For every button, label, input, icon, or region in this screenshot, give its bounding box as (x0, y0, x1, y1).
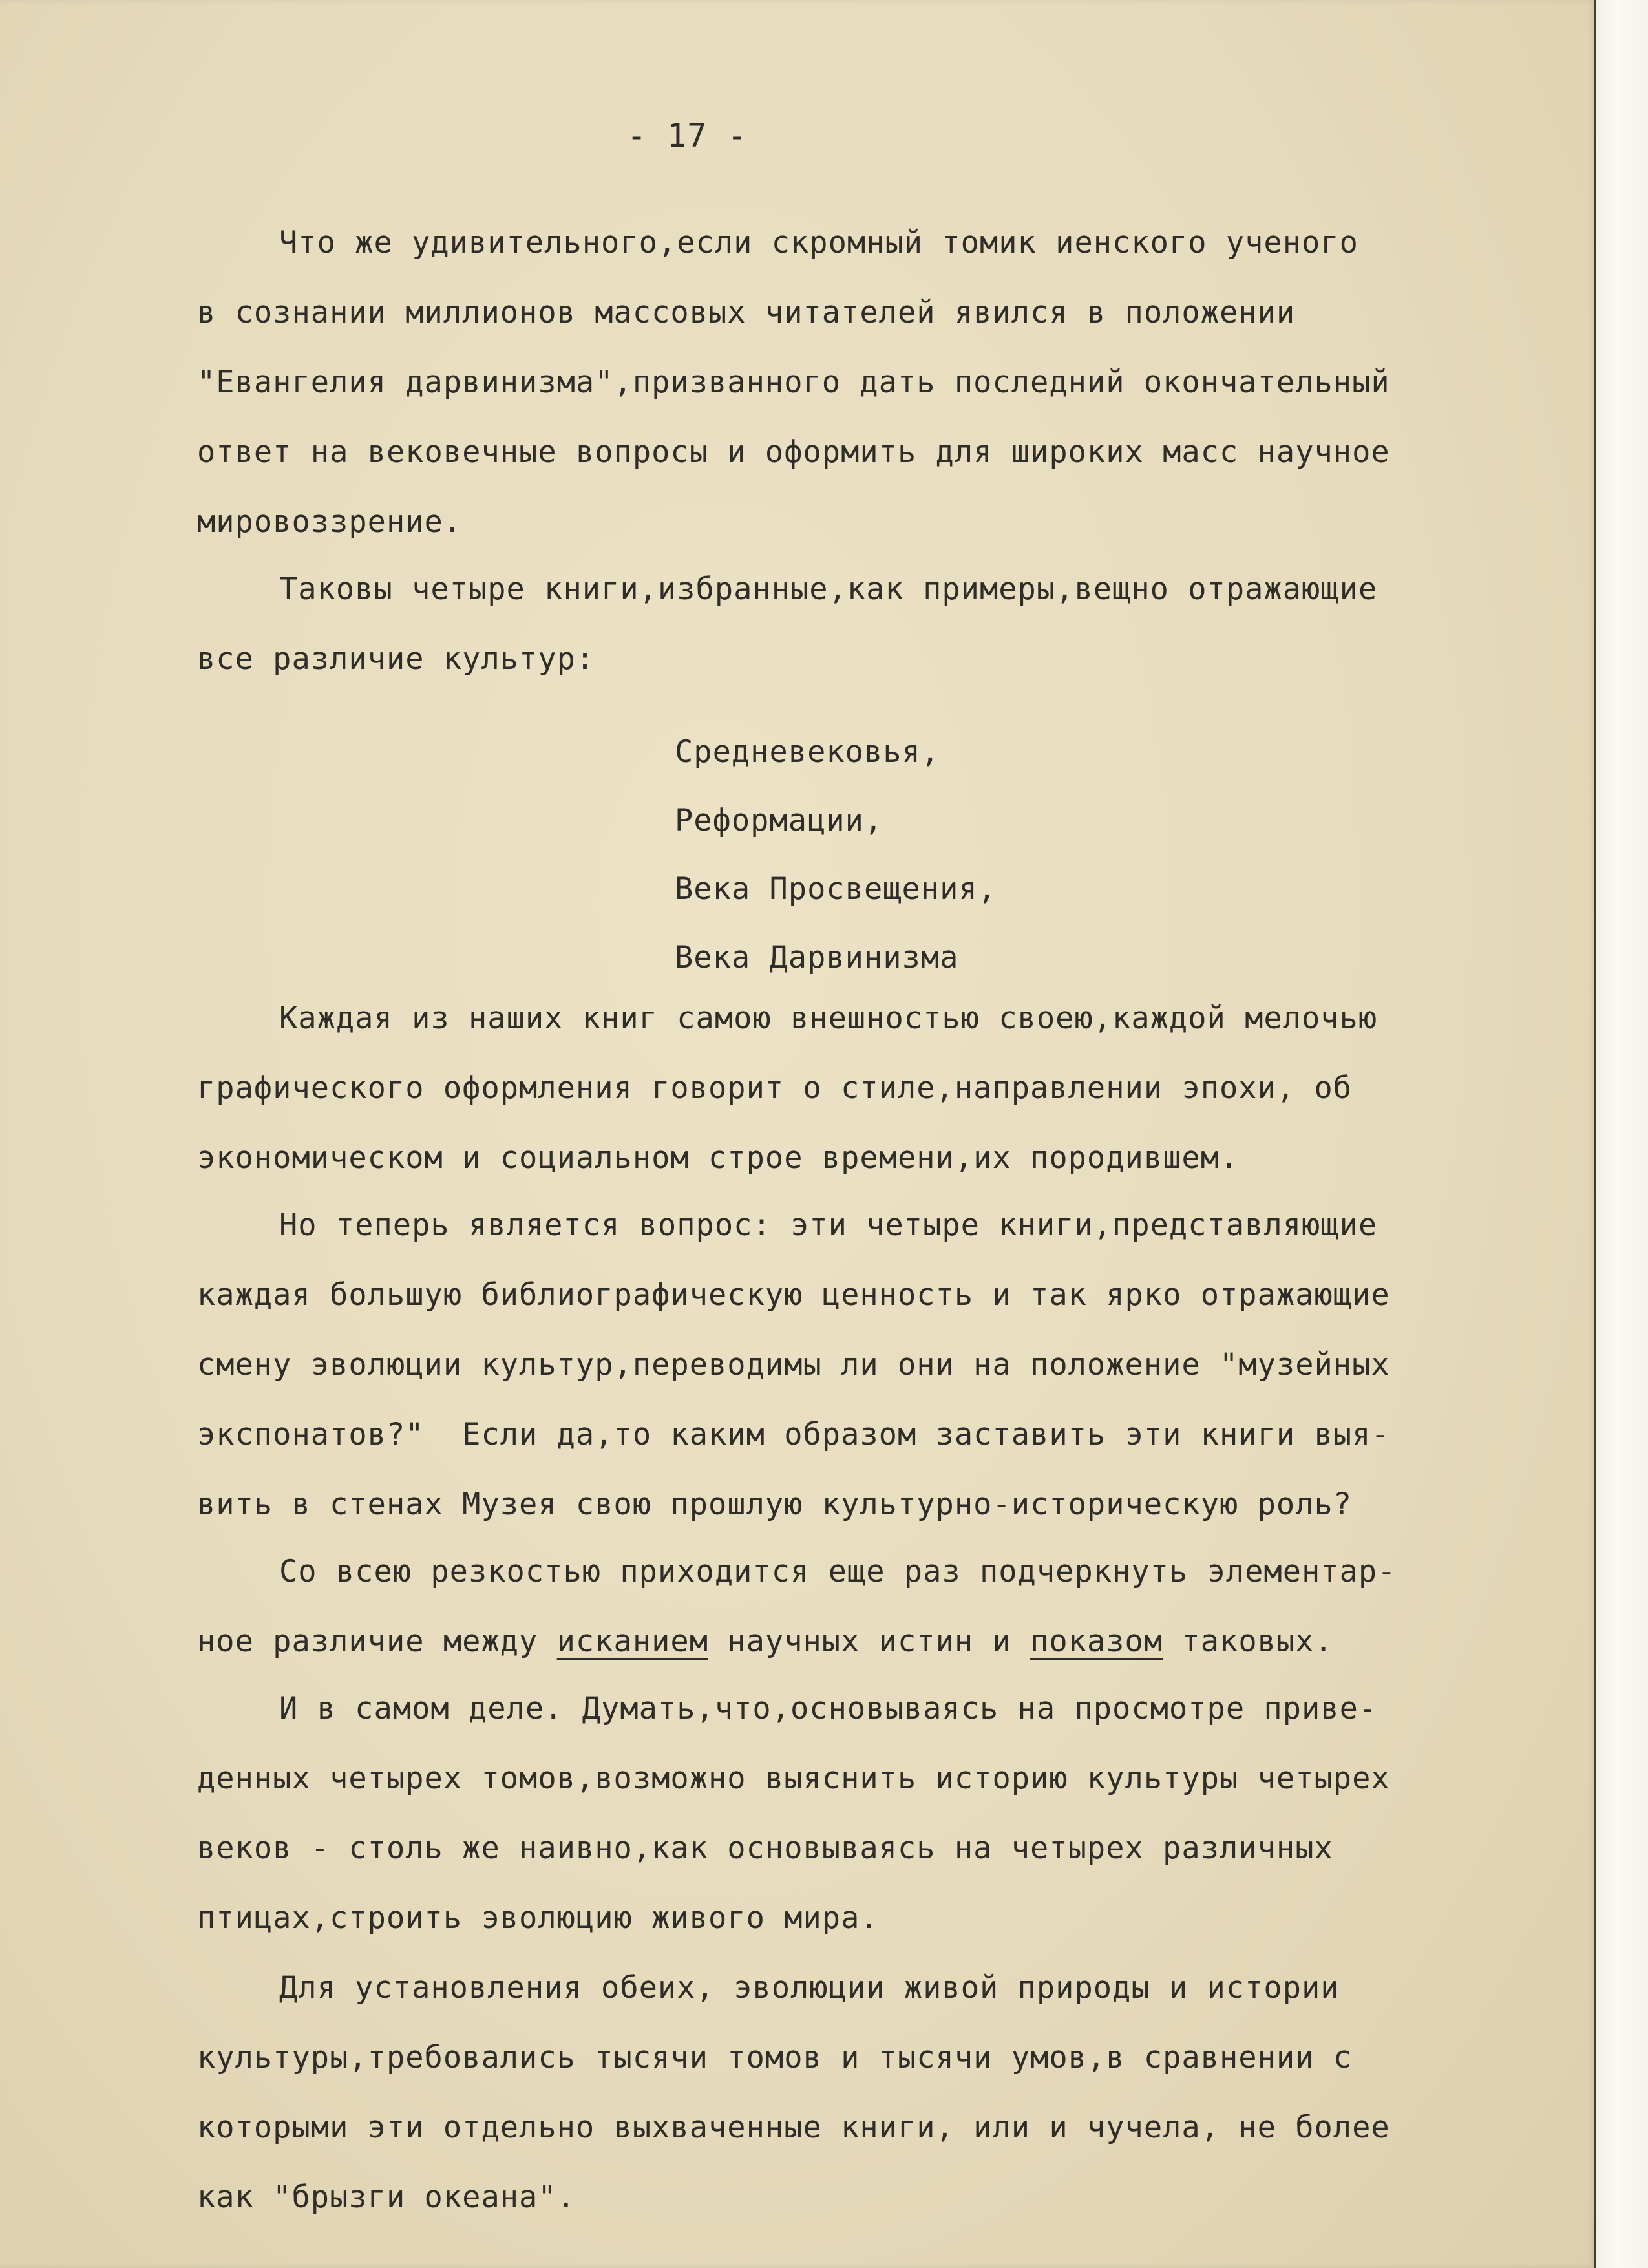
underlined-word-showing: показом (1030, 1624, 1163, 1659)
paragraph-4-line-4: экспонатов?" Если да,то каким образом заставить эти книги выя- (197, 1417, 1390, 1452)
paragraph-1-line-2: в сознании миллионов массовых читателей явился в положении (197, 295, 1296, 330)
paragraph-4-line-1: Но теперь является вопрос: эти четыре книги,представляющие (279, 1207, 1378, 1243)
paragraph-4-line-5: вить в стенах Музея свою прошлую культурно-историческую роль? (197, 1487, 1353, 1522)
paragraph-7-line-1: Для установления обеих, эволюции живой природы и истории (279, 1970, 1340, 2006)
era-item-3: Века Просвещения, (675, 871, 997, 907)
paragraph-6-line-2: денных четырех томов,возможно выяснить историю культуры четырех (197, 1761, 1390, 1796)
scanner-margin (1596, 0, 1648, 2268)
paragraph-7-line-2: культуры,требовались тысячи томов и тысячи умов,в сравнении с (197, 2040, 1353, 2075)
paragraph-6-line-1: И в самом деле. Думать,что,основываясь на просмотре приве- (279, 1691, 1378, 1726)
paragraph-6-line-4: птицах,строить эволюцию живого мира. (197, 1900, 879, 1936)
era-item-2: Реформации, (675, 803, 883, 838)
paragraph-5-text: таковых. (1163, 1624, 1333, 1659)
paragraph-6-line-3: веков - столь же наивно,как основываясь на четырех различных (197, 1830, 1333, 1866)
paragraph-7-line-4: как "брызги океана". (197, 2179, 576, 2215)
era-item-1: Средневековья, (675, 734, 940, 770)
paragraph-2-line-2: все различие культур: (197, 641, 595, 677)
paragraph-7-line-3: которыми эти отдельно выхваченные книги, или и чучела, не более (197, 2110, 1390, 2145)
paragraph-3-line-2: графического оформления говорит о стиле,направлении эпохи, об (197, 1070, 1353, 1106)
paragraph-4-line-2: каждая большую библиографическую ценность и так ярко отражающие (197, 1277, 1390, 1313)
paragraph-1-line-5: мировоззрение. (197, 504, 463, 540)
paragraph-5-text: ное различие между (197, 1624, 557, 1659)
era-item-4: Века Дарвинизма (675, 940, 959, 975)
paragraph-5-line-2 (197, 1626, 1333, 1657)
paragraph-1-line-4: ответ на вековечные вопросы и оформить для широких масс научное (197, 434, 1390, 470)
paragraph-2-line-1: Таковы четыре книги,избранные,как примеры,вещно отражающие (279, 571, 1378, 607)
paragraph-5-text: научных истин и (708, 1624, 1031, 1659)
paragraph-5-line-1: Со всею резкостью приходится еще раз подчеркнуть элементар- (279, 1554, 1397, 1589)
page-number: - 17 - (627, 117, 748, 154)
paragraph-3-line-1: Каждая из наших книг самою внешностью своею,каждой мелочью (279, 1001, 1378, 1036)
paragraph-1-line-3: "Евангелия дарвинизма",призванного дать последний окончательный (197, 365, 1390, 400)
paragraph-3-line-3: экономическом и социальном строе времени,их породившем. (197, 1140, 1239, 1176)
underlined-word-seeking: исканием (556, 1624, 709, 1659)
paragraph-1-line-1: Что же удивительного,если скромный томик иенского ученого (279, 225, 1358, 260)
paragraph-4-line-3: смену эволюции культур,переводимы ли они на положение "музейных (197, 1347, 1390, 1383)
